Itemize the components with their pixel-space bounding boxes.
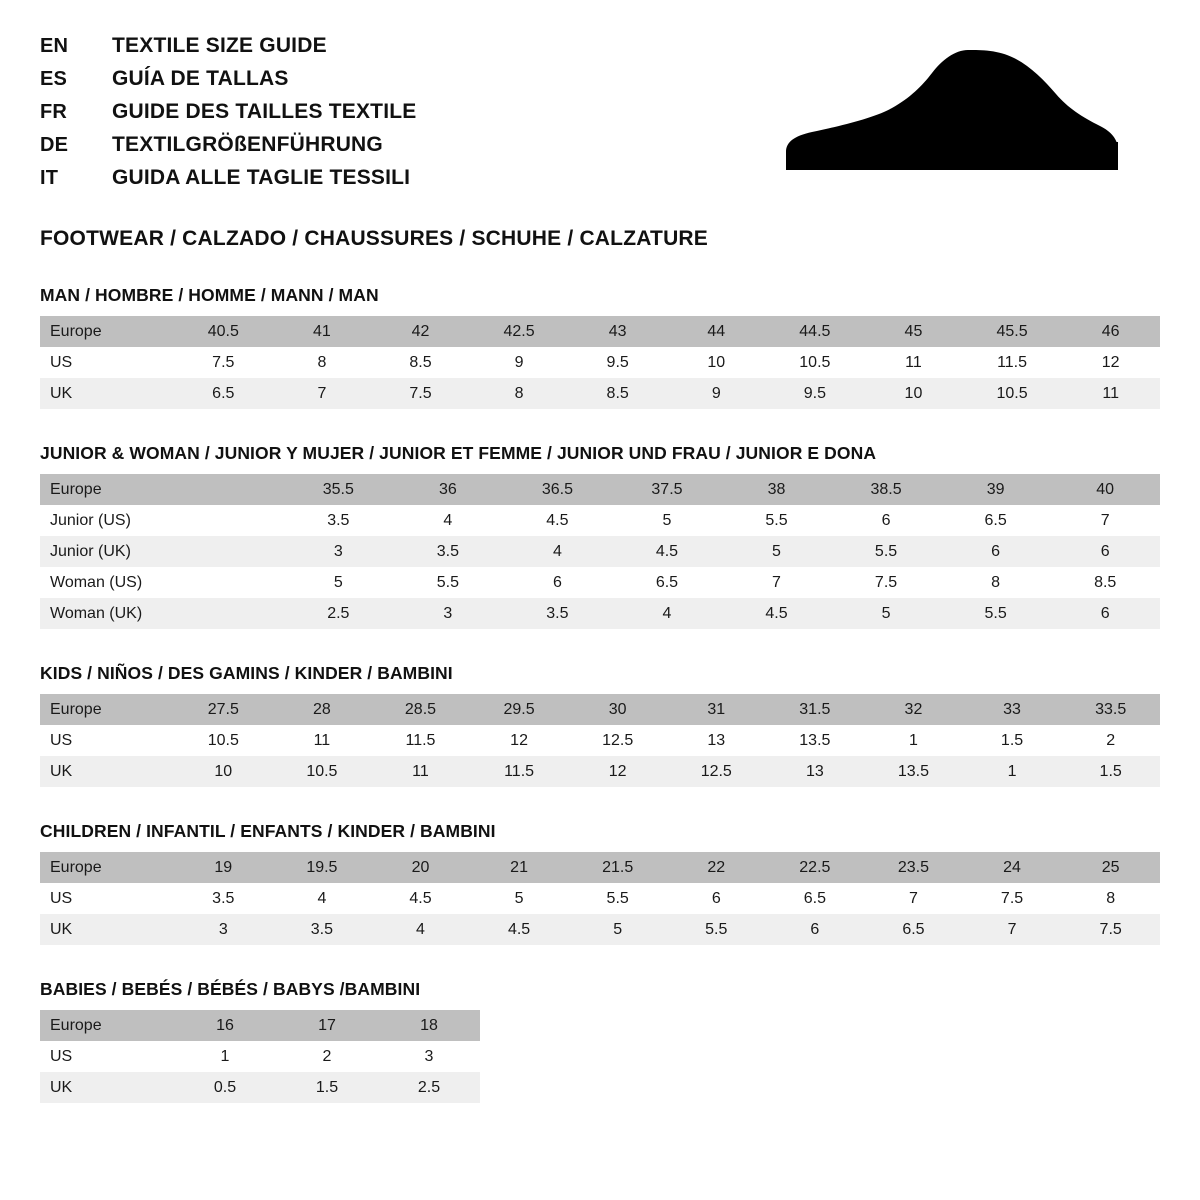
cell: 11 [371, 756, 470, 787]
cell: 6 [1050, 598, 1160, 629]
cell [174, 536, 284, 567]
cell: 17 [276, 1010, 378, 1041]
cell [174, 474, 284, 505]
cell: 2.5 [284, 598, 394, 629]
language-code: FR [40, 101, 68, 123]
page-header [40, 34, 1160, 199]
cell: 5.5 [831, 536, 941, 567]
cell: 28 [273, 694, 372, 725]
cell: 10.5 [963, 378, 1062, 409]
cell: 2 [1061, 725, 1160, 756]
table-row [40, 474, 1160, 505]
cell: 0.5 [174, 1072, 276, 1103]
cell: 5 [470, 883, 569, 914]
cell: 5 [831, 598, 941, 629]
table-row [40, 536, 1160, 567]
cell: 6 [831, 505, 941, 536]
cell: 8 [941, 567, 1051, 598]
cell: 4.5 [470, 914, 569, 945]
language-title: GUIDA ALLE TAGLIE TESSILI [112, 166, 411, 189]
cell: 44.5 [766, 316, 865, 347]
cell: 35.5 [284, 474, 394, 505]
cell: 10.5 [766, 347, 865, 378]
cell: 21 [470, 852, 569, 883]
cell: 9.5 [766, 378, 865, 409]
cell: 10.5 [273, 756, 372, 787]
cell: 3.5 [284, 505, 394, 536]
cell: 1.5 [276, 1072, 378, 1103]
cell: 36.5 [503, 474, 613, 505]
cell: 31.5 [766, 694, 865, 725]
cell: 7 [864, 883, 963, 914]
row-label: Europe [40, 852, 174, 883]
cell: 25 [1061, 852, 1160, 883]
cell [174, 505, 284, 536]
size-table-babies [40, 1010, 480, 1103]
cell: 5.5 [941, 598, 1051, 629]
cell: 18 [378, 1010, 480, 1041]
cell: 6 [941, 536, 1051, 567]
size-table-children [40, 852, 1160, 945]
row-label: US [40, 1041, 174, 1072]
cell: 11 [1061, 378, 1160, 409]
cell: 5.5 [568, 883, 667, 914]
cell: 10 [667, 347, 766, 378]
cell: 3.5 [174, 883, 273, 914]
cell: 6.5 [612, 567, 722, 598]
cell: 43 [568, 316, 667, 347]
table-title: BABIES / BEBÉS / BÉBÉS / BABYS /BAMBINI [40, 979, 421, 999]
cell: 38.5 [831, 474, 941, 505]
row-label: US [40, 725, 174, 756]
cell: 32 [864, 694, 963, 725]
cell: 4 [503, 536, 613, 567]
row-label: Europe [40, 316, 174, 347]
language-row [40, 100, 416, 133]
cell: 10 [174, 756, 273, 787]
cell: 1 [963, 756, 1062, 787]
cell: 5.5 [722, 505, 832, 536]
table-row [40, 598, 1160, 629]
cell: 4.5 [503, 505, 613, 536]
cell: 6.5 [174, 378, 273, 409]
table-block-man [40, 285, 1160, 409]
cell: 31 [667, 694, 766, 725]
cell: 6.5 [766, 883, 865, 914]
cell: 3 [174, 914, 273, 945]
cell: 29.5 [470, 694, 569, 725]
cell: 2.5 [378, 1072, 480, 1103]
cell: 45 [864, 316, 963, 347]
cell: 12 [1061, 347, 1160, 378]
cell: 1 [864, 725, 963, 756]
cell: 7.5 [1061, 914, 1160, 945]
cell: 8 [470, 378, 569, 409]
table-row [40, 347, 1160, 378]
cell: 28.5 [371, 694, 470, 725]
cell: 7.5 [831, 567, 941, 598]
cell: 7.5 [174, 347, 273, 378]
cell: 8.5 [371, 347, 470, 378]
cell: 5 [568, 914, 667, 945]
cell: 9 [667, 378, 766, 409]
table-row [40, 852, 1160, 883]
cell: 40.5 [174, 316, 273, 347]
cell: 23.5 [864, 852, 963, 883]
cell: 13.5 [766, 725, 865, 756]
row-label: Junior (UK) [40, 536, 174, 567]
cell: 11.5 [470, 756, 569, 787]
cell: 7.5 [371, 378, 470, 409]
cell: 5 [612, 505, 722, 536]
cell: 4 [612, 598, 722, 629]
cell: 27.5 [174, 694, 273, 725]
page-title: FOOTWEAR / CALZADO / CHAUSSURES / SCHUHE / CALZATURE [40, 227, 709, 250]
cell: 4.5 [612, 536, 722, 567]
cell: 7 [273, 378, 372, 409]
table-title: CHILDREN / INFANTIL / ENFANTS / KINDER / BAMBINI [40, 821, 496, 841]
cell: 6 [667, 883, 766, 914]
cell: 5.5 [393, 567, 503, 598]
table-row [40, 378, 1160, 409]
table-row [40, 567, 1160, 598]
cell: 10 [864, 378, 963, 409]
table-title: JUNIOR & WOMAN / JUNIOR Y MUJER / JUNIOR ET FEMME / JUNIOR UND FRAU / JUNIOR E DONA [40, 443, 877, 463]
row-label: Europe [40, 1010, 174, 1041]
language-title: TEXTILGRÖßENFÜHRUNG [112, 133, 383, 156]
cell: 6.5 [864, 914, 963, 945]
cell: 39 [941, 474, 1051, 505]
row-label: UK [40, 378, 174, 409]
cell: 3 [378, 1041, 480, 1072]
size-table-kids [40, 694, 1160, 787]
cell: 36 [393, 474, 503, 505]
row-label: US [40, 883, 174, 914]
cell: 9 [470, 347, 569, 378]
row-label: US [40, 347, 174, 378]
cell: 3.5 [273, 914, 372, 945]
cell: 22.5 [766, 852, 865, 883]
cell: 9.5 [568, 347, 667, 378]
cell: 22 [667, 852, 766, 883]
cell: 19.5 [273, 852, 372, 883]
language-code: IT [40, 167, 59, 189]
table-row [40, 725, 1160, 756]
cell: 42 [371, 316, 470, 347]
language-code: DE [40, 134, 69, 156]
size-table-junior-woman [40, 474, 1160, 629]
language-code: EN [40, 35, 69, 57]
cell: 7 [722, 567, 832, 598]
language-title: GUÍA DE TALLAS [112, 67, 289, 90]
table-row [40, 1041, 480, 1072]
table-row [40, 914, 1160, 945]
cell: 33 [963, 694, 1062, 725]
cell: 7 [1050, 505, 1160, 536]
cell: 46 [1061, 316, 1160, 347]
table-title: KIDS / NIÑOS / DES GAMINS / KINDER / BAMBINI [40, 663, 453, 683]
language-row [40, 34, 416, 67]
cell: 4.5 [722, 598, 832, 629]
table-block-babies [40, 979, 1160, 1103]
cell: 6 [1050, 536, 1160, 567]
cell: 8 [1061, 883, 1160, 914]
table-row [40, 756, 1160, 787]
cell: 6 [503, 567, 613, 598]
cell: 3 [393, 598, 503, 629]
row-label: Woman (US) [40, 567, 174, 598]
cell: 7.5 [963, 883, 1062, 914]
cell: 11 [864, 347, 963, 378]
cell: 33.5 [1061, 694, 1160, 725]
cell: 7 [963, 914, 1062, 945]
cell: 13 [667, 725, 766, 756]
cell: 4 [371, 914, 470, 945]
dress-shoe-icon [782, 46, 1122, 181]
cell: 38 [722, 474, 832, 505]
table-row [40, 505, 1160, 536]
row-label: Europe [40, 694, 174, 725]
table-row [40, 883, 1160, 914]
cell: 1.5 [1061, 756, 1160, 787]
cell: 20 [371, 852, 470, 883]
cell: 11.5 [963, 347, 1062, 378]
cell: 8.5 [568, 378, 667, 409]
cell: 5.5 [667, 914, 766, 945]
cell: 8.5 [1050, 567, 1160, 598]
cell: 40 [1050, 474, 1160, 505]
cell: 11 [273, 725, 372, 756]
cell: 6 [766, 914, 865, 945]
cell: 45.5 [963, 316, 1062, 347]
cell: 5 [722, 536, 832, 567]
row-label: UK [40, 756, 174, 787]
cell: 5 [284, 567, 394, 598]
cell: 44 [667, 316, 766, 347]
table-row [40, 1010, 480, 1041]
cell: 21.5 [568, 852, 667, 883]
cell: 2 [276, 1041, 378, 1072]
cell: 30 [568, 694, 667, 725]
cell: 8 [273, 347, 372, 378]
row-label: Woman (UK) [40, 598, 174, 629]
cell: 16 [174, 1010, 276, 1041]
table-block-junior-woman [40, 443, 1160, 629]
cell: 11.5 [371, 725, 470, 756]
cell: 3.5 [503, 598, 613, 629]
cell: 1.5 [963, 725, 1062, 756]
cell: 13.5 [864, 756, 963, 787]
size-table-man [40, 316, 1160, 409]
cell: 4 [273, 883, 372, 914]
table-title: MAN / HOMBRE / HOMME / MANN / MAN [40, 285, 379, 305]
table-block-children [40, 821, 1160, 945]
row-label: UK [40, 914, 174, 945]
cell: 12.5 [667, 756, 766, 787]
cell [174, 598, 284, 629]
language-row [40, 166, 416, 199]
table-block-kids [40, 663, 1160, 787]
cell: 6.5 [941, 505, 1051, 536]
language-title: GUIDE DES TAILLES TEXTILE [112, 100, 417, 123]
cell: 12 [568, 756, 667, 787]
cell: 13 [766, 756, 865, 787]
language-title-list [40, 34, 416, 199]
cell: 10.5 [174, 725, 273, 756]
cell: 42.5 [470, 316, 569, 347]
cell: 19 [174, 852, 273, 883]
cell: 41 [273, 316, 372, 347]
table-row [40, 694, 1160, 725]
language-row [40, 133, 416, 166]
cell: 12.5 [568, 725, 667, 756]
cell: 3.5 [393, 536, 503, 567]
cell: 3 [284, 536, 394, 567]
language-row [40, 67, 416, 100]
cell: 4.5 [371, 883, 470, 914]
cell [174, 567, 284, 598]
cell: 4 [393, 505, 503, 536]
row-label: UK [40, 1072, 174, 1103]
language-code: ES [40, 68, 68, 90]
language-title: TEXTILE SIZE GUIDE [112, 34, 327, 57]
cell: 12 [470, 725, 569, 756]
table-row [40, 316, 1160, 347]
cell: 24 [963, 852, 1062, 883]
row-label: Europe [40, 474, 174, 505]
cell: 1 [174, 1041, 276, 1072]
table-row [40, 1072, 480, 1103]
cell: 37.5 [612, 474, 722, 505]
row-label: Junior (US) [40, 505, 174, 536]
